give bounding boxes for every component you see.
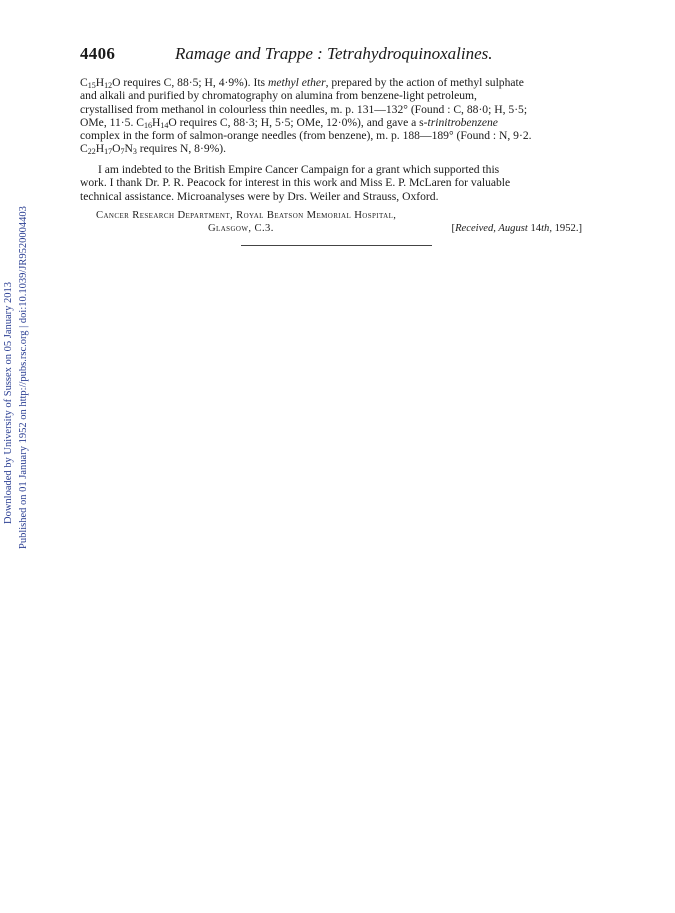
received-date: [Received, August 14th, 1952.] [451,223,582,234]
text-line: crystallised from methanol in colourless thin needles, m. p. 131—132° (Found : C, 88·0; H, 5·5; [80,102,528,116]
institution-address: Cancer Research Department, Royal Beatson Memorial Hospital, [96,210,397,221]
text-line: and alkali and purified by chromatography on alumina from benzene-light petroleum, [80,89,477,103]
experimental-paragraph [80,76,596,156]
text-line: $C_{15}H_{12}O$ requires C, 88·5; H, 4·9%). Its methyl ether, prepared by the action of methyl sulphate [80,76,524,90]
text-line: I am indebted to the British Empire Cancer Campaign for a grant which supported this [98,163,500,176]
page-header [80,44,600,64]
acknowledgements-paragraph [80,163,596,203]
text-line: work. I thank Dr. P. R. Peacock for interest in this work and Miss E. P. McLaren for valuable [80,176,511,190]
download-notice: Downloaded by University of Sussex on 05 January 2013 [3,281,14,524]
text-line: technical assistance. Microanalyses were by Drs. Weiler and Strauss, Oxford. [80,189,439,203]
text-line: OMe, 11·5. $C_{16}H_{14}O$ requires C, 88·3; H, 5·5; OMe, 12·0%), and gave a s-trinitrobenzene [80,115,498,130]
city: Glasgow, C.3. [208,223,274,234]
end-rule [241,245,432,246]
running-title: Ramage and Trappe : Tetrahydroquinoxalines. [175,44,493,63]
text-line: complex in the form of salmon-orange needles (from benzene), m. p. 188—189° (Found : N, 9·2. [80,129,532,143]
publication-notice: Published on 01 January 1952 on http://pubs.rsc.org | doi:10.1039/JR9520004403 [18,206,29,549]
affiliation-block [96,209,596,235]
page-number: 4406 [80,44,116,63]
text-line: $C_{22}H_{17}O_7N_3$ requires N, 8·9%). [80,142,227,157]
